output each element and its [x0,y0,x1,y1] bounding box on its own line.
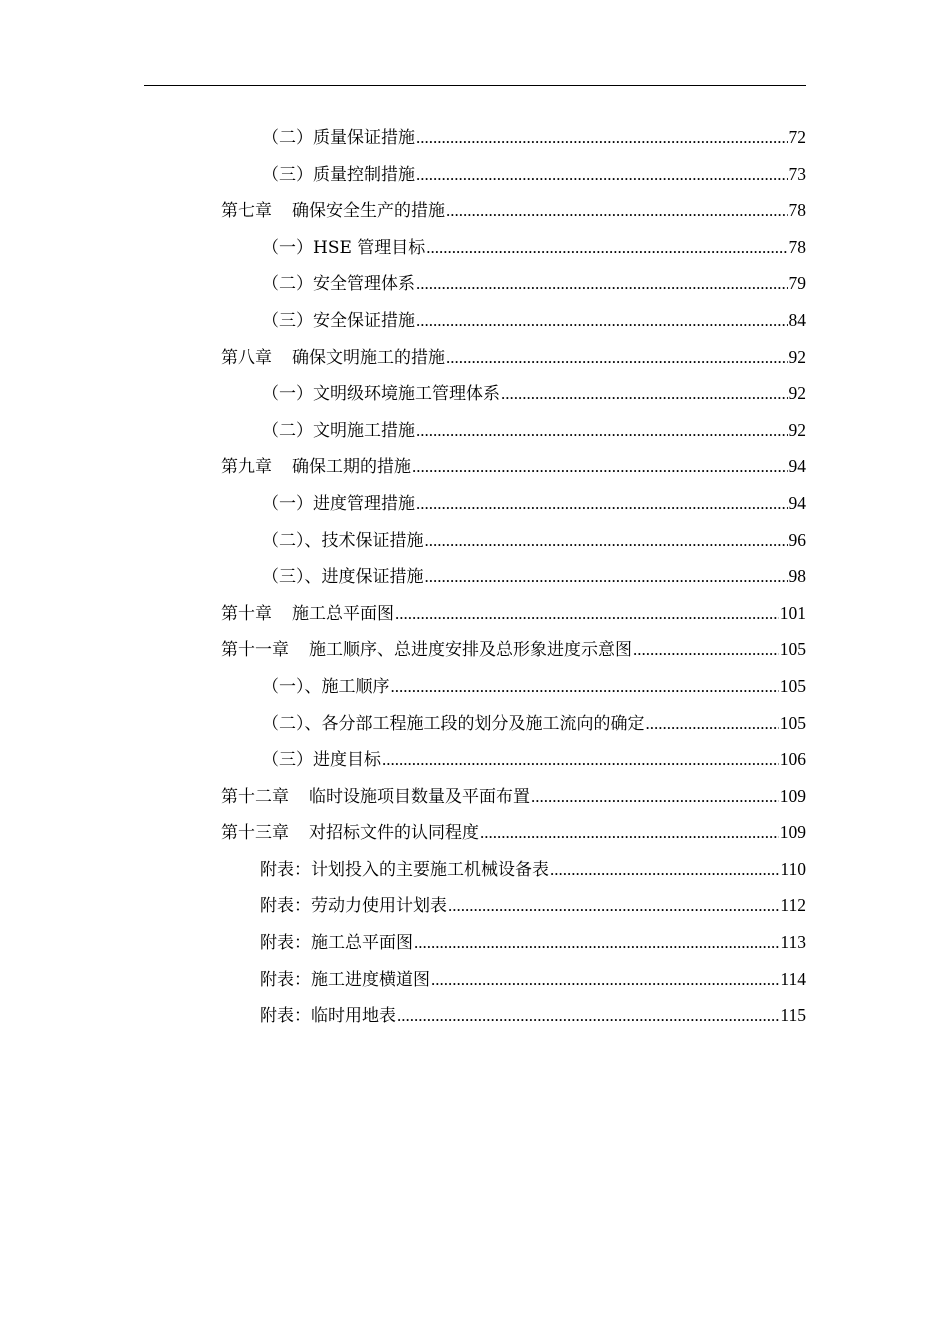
toc-entry[interactable] [262,119,806,156]
toc-entry-prefix: （二） [262,713,305,734]
toc-entry[interactable] [262,741,806,778]
toc-entry-title [262,486,415,523]
toc-entry[interactable] [221,595,806,632]
toc-entry[interactable] [262,522,806,559]
toc-entry-title [262,742,381,779]
dot-leader [425,523,788,560]
table-of-contents [0,119,950,1034]
toc-entry-title [221,779,530,816]
toc-entry-text: 安全管理体系 [313,274,415,295]
toc-entry-page: 94 [788,492,806,513]
toc-entry-text: 进度管理措施 [313,493,415,514]
toc-entry-page: 92 [788,383,806,404]
toc-entry[interactable] [262,156,806,193]
dot-leader [501,376,788,413]
toc-entry-prefix: 第七章 [221,201,272,222]
toc-entry-page: 115 [780,1005,806,1026]
toc-entry-title [260,888,447,925]
toc-entry-page: 96 [788,529,806,550]
toc-entry-prefix: （二） [262,128,313,148]
toc-entry-prefix: 第十一章 [221,640,289,661]
toc-entry-text: 质量控制措施 [313,164,415,185]
toc-entry-prefix: 第九章 [221,457,272,478]
dot-leader [416,266,788,303]
toc-entry-title [262,266,415,303]
toc-entry-title [262,157,415,194]
toc-entry-page: 105 [779,639,806,660]
dot-leader [395,596,779,633]
toc-entry-page: 72 [788,127,806,147]
toc-entry-title [221,340,445,377]
toc-entry-prefix: 附表： [260,933,311,954]
toc-entry[interactable] [221,631,806,668]
toc-entry-page: 78 [788,236,806,257]
toc-entry-title [221,449,411,486]
toc-entry-text: 、技术保证措施 [304,530,424,551]
toc-entry[interactable] [262,302,806,339]
toc-entry-page: 114 [780,968,806,989]
toc-entry[interactable] [221,778,806,815]
toc-entry-page: 109 [779,822,806,843]
toc-entry[interactable] [221,192,806,229]
toc-entry-prefix: （三） [262,310,313,331]
dot-leader [416,486,788,523]
toc-entry-text: 质量保证措施 [313,128,415,148]
toc-entry-text: 临时用地表 [311,1006,396,1027]
toc-entry-prefix: 附表： [260,896,311,917]
toc-entry-prefix: （一） [262,493,313,514]
toc-entry-text: 、各分部工程施工段的划分及施工流向的确定 [304,713,645,734]
toc-entry-prefix: （二） [262,420,313,441]
dot-leader [416,120,788,157]
toc-entry[interactable] [260,887,806,924]
toc-entry-page: 109 [779,785,806,806]
toc-entry-title [260,925,413,962]
toc-entry[interactable] [262,375,806,412]
toc-entry-title [262,413,415,450]
toc-entry-title [221,815,479,852]
toc-entry[interactable] [221,339,806,376]
toc-entry[interactable] [262,265,806,302]
toc-entry-prefix: 附表： [260,859,311,880]
toc-entry-text: 确保文明施工的措施 [292,347,445,368]
toc-entry-page: 98 [788,566,806,587]
toc-entry[interactable] [262,668,806,705]
toc-entry-prefix: （二） [262,274,313,295]
toc-entry-page: 105 [779,675,806,696]
toc-entry[interactable] [262,558,806,595]
toc-entry-page: 73 [788,163,806,184]
toc-entry-prefix: 第十二章 [221,786,289,807]
toc-entry[interactable] [260,997,806,1034]
toc-entry-text: 劳动力使用计划表 [311,896,447,917]
toc-entry-page: 112 [780,895,806,916]
toc-entry-page: 92 [788,346,806,367]
toc-entry-prefix: 第八章 [221,347,272,368]
toc-entry-prefix: （三） [262,750,313,771]
toc-entry-title [262,230,425,267]
toc-entry-text: 确保工期的措施 [292,457,411,478]
dot-leader [416,413,788,450]
toc-entry-prefix: 第十三章 [221,823,289,844]
toc-entry-title [262,559,424,596]
toc-entry[interactable] [262,485,806,522]
toc-entry-text: 计划投入的主要施工机械设备表 [311,859,549,880]
dot-leader [416,303,788,340]
toc-entry-page: 105 [779,712,806,733]
dot-leader [414,925,779,962]
toc-entry-title [221,632,632,669]
toc-entry[interactable] [221,814,806,851]
dot-leader [426,230,787,267]
toc-entry-title [262,303,415,340]
dot-leader [425,559,788,596]
toc-entry-title [260,852,549,889]
toc-entry-text: 、进度保证措施 [304,567,424,588]
toc-entry[interactable] [262,705,806,742]
toc-entry-page: 106 [779,749,806,770]
toc-entry-title [262,669,390,706]
toc-entry-text: 临时设施项目数量及平面布置 [309,786,530,807]
dot-leader [446,193,788,230]
toc-entry-prefix: 附表： [260,1006,311,1027]
dot-leader [480,815,779,852]
toc-entry-prefix: 第十章 [221,603,272,624]
toc-entry[interactable] [260,851,806,888]
toc-entry-title [260,962,430,999]
toc-entry-title [221,193,445,230]
dot-leader [416,157,788,194]
toc-entry-title [260,998,396,1035]
toc-entry-text: 施工总平面图 [292,603,394,624]
toc-entry-text: 对招标文件的认同程度 [309,823,479,844]
toc-entry-prefix: （三） [262,567,305,588]
toc-entry-text: 进度目标 [313,750,381,771]
toc-entry[interactable] [260,924,806,961]
toc-entry[interactable] [262,412,806,449]
toc-entry-text: 施工进度横道图 [311,969,430,990]
dot-leader [446,340,788,377]
toc-entry-prefix: （一） [262,237,313,258]
toc-entry-text: 确保安全生产的措施 [292,201,445,222]
toc-entry-text: 安全保证措施 [313,310,415,331]
dot-leader [448,888,779,925]
toc-entry-text: 施工顺序、总进度安排及总形象进度示意图 [309,640,632,661]
toc-entry-page: 110 [780,858,806,879]
toc-entry-text: 施工总平面图 [311,933,413,954]
toc-entry-title [262,523,424,560]
toc-entry-page: 92 [788,419,806,440]
toc-entry[interactable] [262,229,806,266]
toc-entry-title [262,706,645,743]
toc-entry-prefix: （三） [262,164,313,185]
toc-entry-text: 文明施工措施 [313,420,415,441]
toc-entry[interactable] [260,961,806,998]
dot-leader [531,779,779,816]
toc-entry-prefix: （一） [262,676,305,697]
dot-leader [391,669,779,706]
dot-leader [397,998,779,1035]
toc-entry-prefix: 附表： [260,969,311,990]
toc-entry-text: HSE 管理目标 [313,237,426,258]
toc-entry-title [262,120,415,157]
dot-leader [382,742,779,779]
toc-entry-prefix: （二） [262,530,305,551]
dot-leader [412,449,788,486]
dot-leader [646,706,779,743]
toc-entry-page: 78 [788,200,806,221]
toc-entry-title [221,596,394,633]
dot-leader [550,852,779,889]
toc-entry-prefix: （一） [262,384,313,405]
header-rule [144,85,806,86]
toc-entry-text: 文明级环境施工管理体系 [313,384,500,405]
toc-entry-page: 94 [788,456,806,477]
toc-entry-text: 、施工顺序 [304,676,390,697]
toc-entry[interactable] [221,448,806,485]
toc-entry-page: 79 [788,273,806,294]
toc-entry-page: 101 [779,602,806,623]
dot-leader [431,962,779,999]
toc-entry-page: 84 [788,309,806,330]
toc-entry-page: 113 [780,932,806,953]
dot-leader [633,632,779,669]
toc-entry-title [262,376,500,413]
